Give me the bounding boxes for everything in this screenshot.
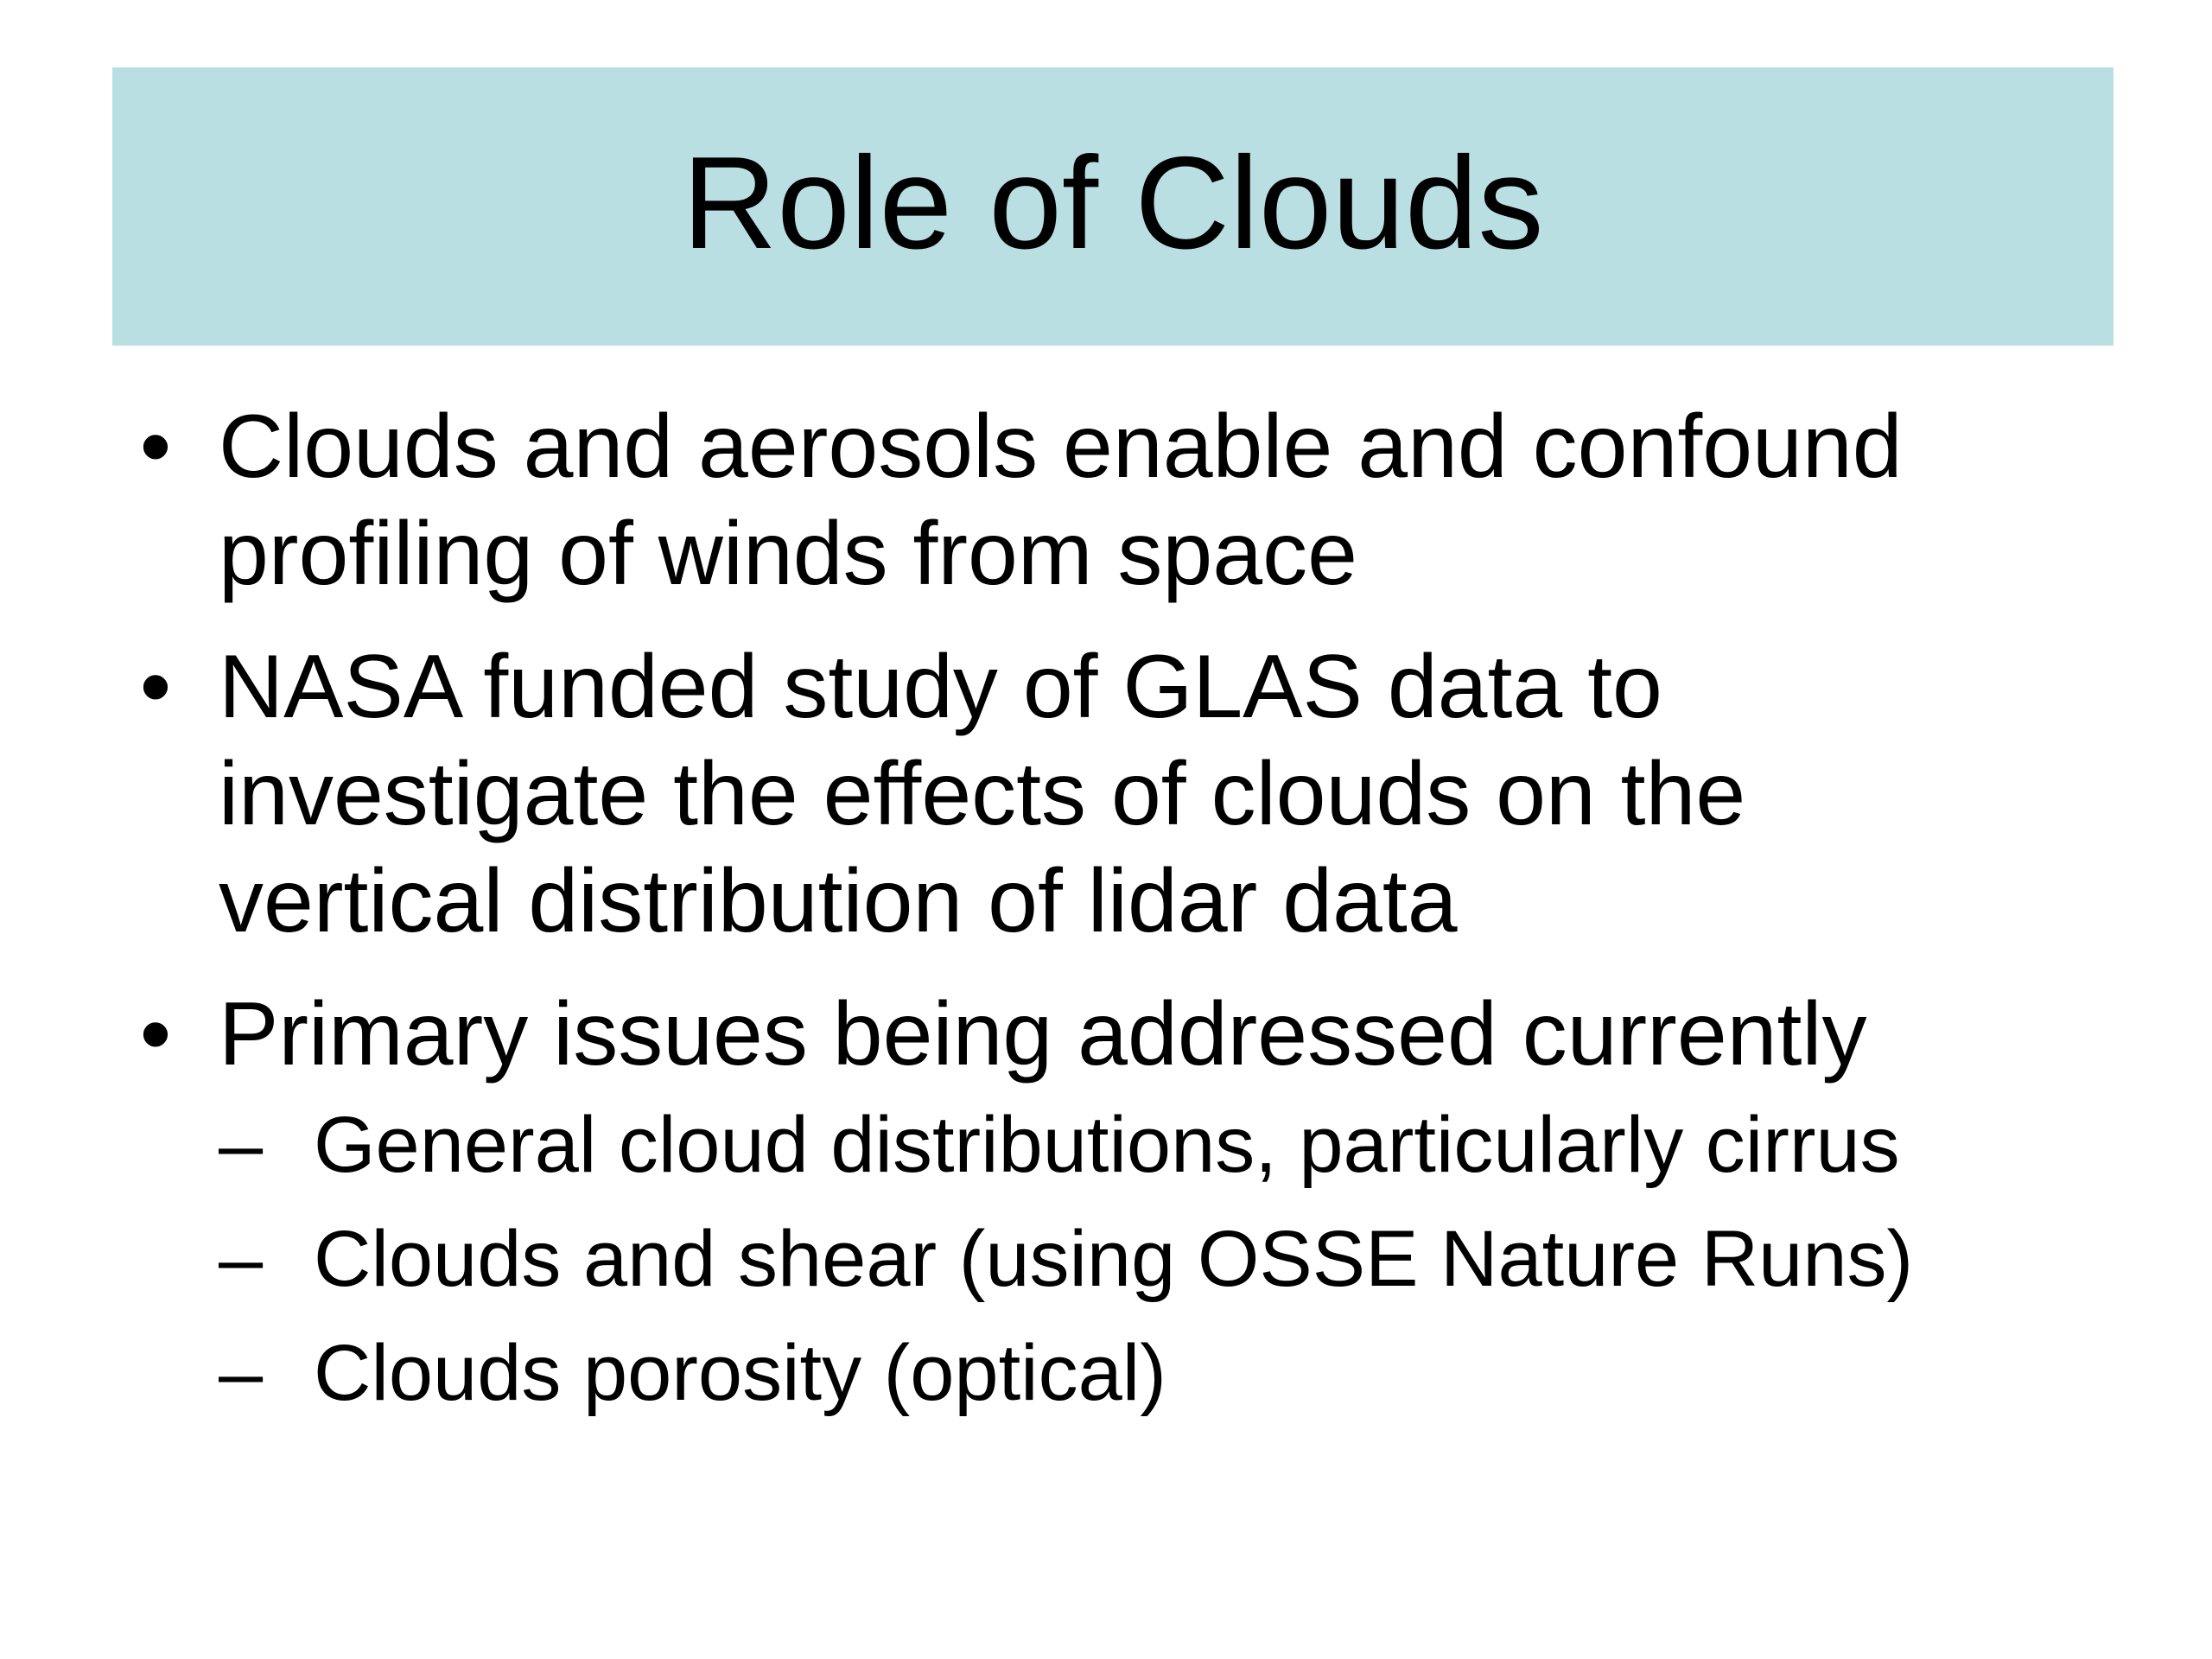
bullet-text-line: profiling of winds from space bbox=[219, 504, 1357, 604]
sub-bullet-text: Clouds and shear (using OSSE Nature Runs) bbox=[314, 1215, 1914, 1303]
bullet-dot-icon: • bbox=[139, 637, 172, 737]
bullet-list bbox=[130, 393, 2117, 1456]
bullet-text-line: vertical distribution of lidar data bbox=[219, 851, 1458, 951]
sub-bullet-item bbox=[219, 1202, 2117, 1316]
sub-bullet-text: Clouds porosity (optical) bbox=[314, 1329, 1166, 1417]
bullet-item bbox=[130, 981, 2117, 1430]
sub-bullet-item bbox=[219, 1316, 2117, 1430]
bullet-item bbox=[130, 633, 2117, 955]
sub-bullet-list bbox=[219, 1088, 2117, 1430]
bullet-text-line: investigate the effects of clouds on the bbox=[219, 744, 1746, 844]
dash-icon: – bbox=[219, 1215, 264, 1303]
dash-icon: – bbox=[219, 1329, 264, 1417]
bullet-text-line: Clouds and aerosols enable and confound bbox=[219, 397, 1903, 497]
dash-icon: – bbox=[219, 1101, 264, 1189]
bullet-dot-icon: • bbox=[139, 984, 172, 1084]
bullet-text-line: Primary issues being addressed currently bbox=[219, 984, 1867, 1084]
sub-bullet-text: General cloud distributions, particularly cirrus bbox=[314, 1101, 1900, 1189]
sub-bullet-item bbox=[219, 1088, 2117, 1202]
bullet-text-line: NASA funded study of GLAS data to bbox=[219, 637, 1662, 737]
title-bar bbox=[112, 67, 2113, 346]
slide-title: Role of Clouds bbox=[682, 130, 1544, 276]
bullet-dot-icon: • bbox=[139, 397, 172, 497]
bullet-item bbox=[130, 393, 2117, 607]
